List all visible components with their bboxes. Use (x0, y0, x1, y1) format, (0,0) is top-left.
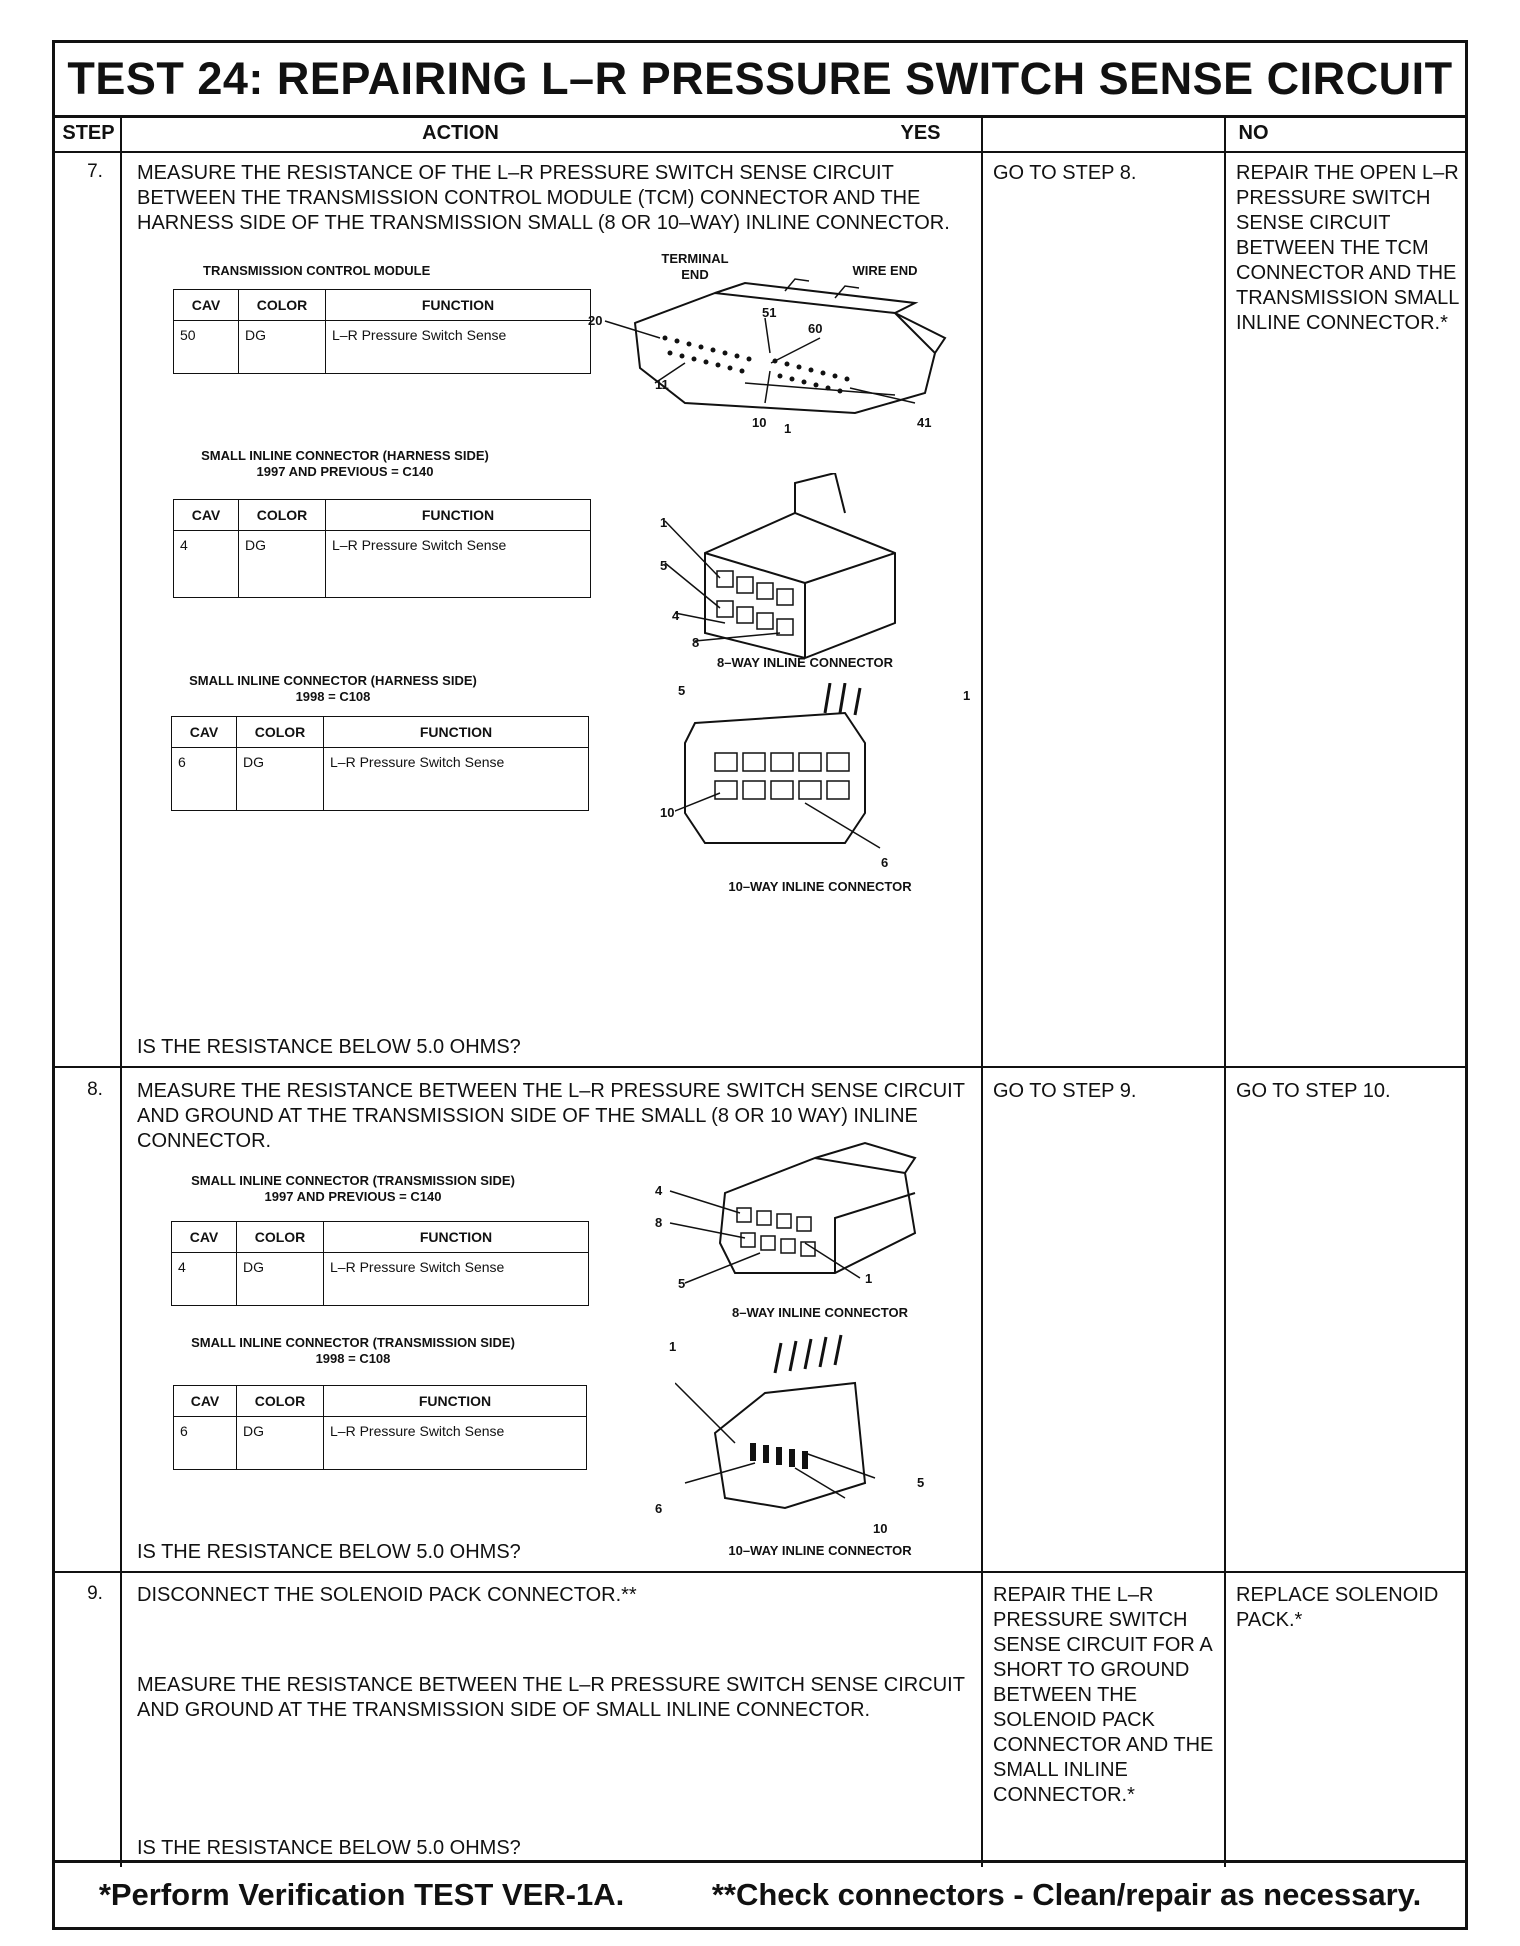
caption-subline: 1998 = C108 (315, 1351, 391, 1366)
col-cav: CAV (172, 1222, 237, 1253)
cav-value: 6 (174, 1417, 237, 1470)
caption-subline: 1997 AND PREVIOUS = C140 (256, 464, 434, 479)
function-value: L–R Pressure Switch Sense (324, 1417, 587, 1470)
c140-trans-label: 8–WAY INLINE CONNECTOR (731, 1305, 909, 1320)
c140-trans-pin-4: 4 (655, 1183, 663, 1198)
c108-pin-10: 10 (660, 805, 675, 820)
terminal-end-label: TERMINAL END (661, 251, 729, 282)
step-9-no: REPLACE SOLENOID PACK.* (1236, 1584, 1439, 1631)
color-value: DG (239, 321, 326, 374)
col-color: COLOR (237, 717, 324, 748)
tcm-pin-60: 60 (808, 321, 823, 336)
col-color: COLOR (239, 500, 326, 531)
c140-trans-diagram (665, 1133, 925, 1313)
cav-value: 6 (172, 748, 237, 811)
table-row (174, 1417, 587, 1470)
step-7-question: IS THE RESISTANCE BELOW 5.0 OHMS? (137, 1036, 521, 1058)
c140-harness-table (173, 499, 591, 598)
step-9-yes: REPAIR THE L–R PRESSURE SWITCH SENSE CIRCUIT FOR A SHORT TO GROUND BETWEEN THE SOLENOID PACK CONNECTOR AND THE SMALL INLINE CONNECTOR.* (993, 1584, 1214, 1806)
c140-pin-5: 5 (660, 558, 668, 573)
header-no: NO (1238, 121, 1269, 144)
header-action: ACTION (422, 121, 499, 144)
step-8-number: 8. (87, 1079, 103, 1100)
wire-end-label: WIRE END (852, 263, 918, 278)
c108-pin-5: 5 (678, 683, 686, 698)
footer-notes (55, 1860, 1465, 1927)
table-row (174, 321, 591, 374)
step-9-action-1: DISCONNECT THE SOLENOID PACK CONNECTOR.** (137, 1584, 637, 1606)
tcm-pin-10: 10 (752, 415, 767, 430)
color-value: DG (237, 1417, 324, 1470)
col-function: FUNCTION (324, 1386, 587, 1417)
table-row (172, 1253, 589, 1306)
step-8-no: GO TO STEP 10. (1236, 1080, 1391, 1102)
row-divider-8-9 (55, 1571, 1465, 1573)
header-step: STEP (62, 121, 115, 144)
step-7-yes: GO TO STEP 8. (993, 162, 1137, 184)
step-9-action-2: MEASURE THE RESISTANCE BETWEEN THE L–R PRESSURE SWITCH SENSE CIRCUIT AND GROUND AT THE TRANSMISSION SIDE OF SMALL INLINE CONNECTOR. (137, 1674, 965, 1721)
cav-value: 4 (172, 1253, 237, 1306)
c108-trans-pin-10: 10 (873, 1521, 888, 1536)
c140-trans-caption (163, 1173, 543, 1205)
c140-trans-pin-8: 8 (655, 1215, 663, 1230)
caption-line: SMALL INLINE CONNECTOR (TRANSMISSION SIDE) (191, 1173, 515, 1188)
caption-line: SMALL INLINE CONNECTOR (HARNESS SIDE) (189, 673, 477, 688)
page-title: TEST 24: REPAIRING L–R PRESSURE SWITCH SENSE CIRCUIT (55, 43, 1465, 118)
footer-verification-note: *Perform Verification TEST VER-1A. (98, 1877, 625, 1912)
c140-trans-pin-1: 1 (865, 1271, 873, 1286)
c108-trans-label: 10–WAY INLINE CONNECTOR (728, 1543, 912, 1558)
row-divider-7-8 (55, 1066, 1465, 1068)
divider-action (981, 115, 983, 1867)
tcm-pin-11: 11 (655, 377, 669, 392)
col-cav: CAV (172, 717, 237, 748)
step-8-yes: GO TO STEP 9. (993, 1080, 1137, 1102)
caption-line: SMALL INLINE CONNECTOR (TRANSMISSION SIDE) (191, 1335, 515, 1350)
c140-harness-label: 8–WAY INLINE CONNECTOR (716, 655, 894, 670)
col-color: COLOR (237, 1386, 324, 1417)
c108-trans-pin-5: 5 (917, 1475, 925, 1490)
step-8-question: IS THE RESISTANCE BELOW 5.0 OHMS? (137, 1541, 521, 1563)
col-cav: CAV (174, 500, 239, 531)
header-row (55, 115, 1465, 153)
c140-pin-8: 8 (692, 635, 700, 650)
step-9-number: 9. (87, 1583, 103, 1604)
caption-line: SMALL INLINE CONNECTOR (HARNESS SIDE) (201, 448, 489, 463)
c108-harness-diagram (675, 683, 895, 853)
col-cav: CAV (174, 290, 239, 321)
test-procedure-sheet (52, 40, 1468, 1930)
c108-harness-caption (143, 673, 523, 705)
header-yes: YES (900, 121, 941, 144)
caption-subline: 1997 AND PREVIOUS = C140 (264, 1189, 442, 1204)
c108-trans-table (173, 1385, 587, 1470)
tcm-pin-20: 20 (588, 313, 603, 328)
col-function: FUNCTION (326, 500, 591, 531)
c108-trans-diagram (675, 1333, 905, 1513)
c140-trans-table (171, 1221, 589, 1306)
tcm-pin-51: 51 (762, 305, 777, 320)
tcm-pin-41: 41 (917, 415, 932, 430)
color-value: DG (237, 1253, 324, 1306)
function-value: L–R Pressure Switch Sense (324, 1253, 589, 1306)
c108-harness-table (171, 716, 589, 811)
tcm-pin-1: 1 (784, 421, 792, 436)
function-value: L–R Pressure Switch Sense (324, 748, 589, 811)
step-7-action: MEASURE THE RESISTANCE OF THE L–R PRESSURE SWITCH SENSE CIRCUIT BETWEEN THE TRANSMISSION CONTROL MODULE (TCM) CONNECTOR AND THE HARNESS SIDE OF THE TRANSMISSION SMALL (8 OR 10–WAY) INLINE CONNECTOR. (137, 162, 950, 234)
c108-pin-6: 6 (881, 855, 889, 870)
function-value: L–R Pressure Switch Sense (326, 321, 591, 374)
col-function: FUNCTION (324, 1222, 589, 1253)
step-7-no: REPAIR THE OPEN L–R PRESSURE SWITCH SENSE CIRCUIT BETWEEN THE TCM CONNECTOR AND THE TRANSMISSION SMALL INLINE CONNECTOR.* (1236, 162, 1459, 334)
table-row (172, 748, 589, 811)
col-function: FUNCTION (324, 717, 589, 748)
color-value: DG (237, 748, 324, 811)
step-7-number: 7. (87, 161, 103, 182)
c108-trans-pin-1: 1 (669, 1339, 677, 1354)
footer-connector-note: **Check connectors - Clean/repair as necessary. (711, 1877, 1422, 1912)
c140-pin-1: 1 (660, 515, 668, 530)
c108-trans-caption (163, 1335, 543, 1367)
function-value: L–R Pressure Switch Sense (326, 531, 591, 598)
c108-trans-pin-6: 6 (655, 1501, 663, 1516)
tcm-pinout-table (173, 289, 591, 374)
c108-pin-1: 1 (963, 688, 971, 703)
divider-yes (1224, 115, 1226, 1867)
c140-pin-4: 4 (672, 608, 680, 623)
caption-subline: 1998 = C108 (295, 689, 371, 704)
c108-harness-label: 10–WAY INLINE CONNECTOR (728, 879, 912, 894)
col-color: COLOR (237, 1222, 324, 1253)
tcm-caption: TRANSMISSION CONTROL MODULE (203, 263, 431, 278)
col-function: FUNCTION (326, 290, 591, 321)
table-row (174, 531, 591, 598)
c140-harness-caption (155, 448, 535, 480)
col-color: COLOR (239, 290, 326, 321)
cav-value: 50 (174, 321, 239, 374)
cav-value: 4 (174, 531, 239, 598)
col-cav: CAV (174, 1386, 237, 1417)
c140-trans-pin-5: 5 (678, 1276, 686, 1291)
step-9-question: IS THE RESISTANCE BELOW 5.0 OHMS? (137, 1837, 521, 1859)
step-8-action: MEASURE THE RESISTANCE BETWEEN THE L–R PRESSURE SWITCH SENSE CIRCUIT AND GROUND AT THE TRANSMISSION SIDE OF THE SMALL (8 OR 10 WAY) INLINE CONNECTOR. (137, 1080, 965, 1152)
color-value: DG (239, 531, 326, 598)
